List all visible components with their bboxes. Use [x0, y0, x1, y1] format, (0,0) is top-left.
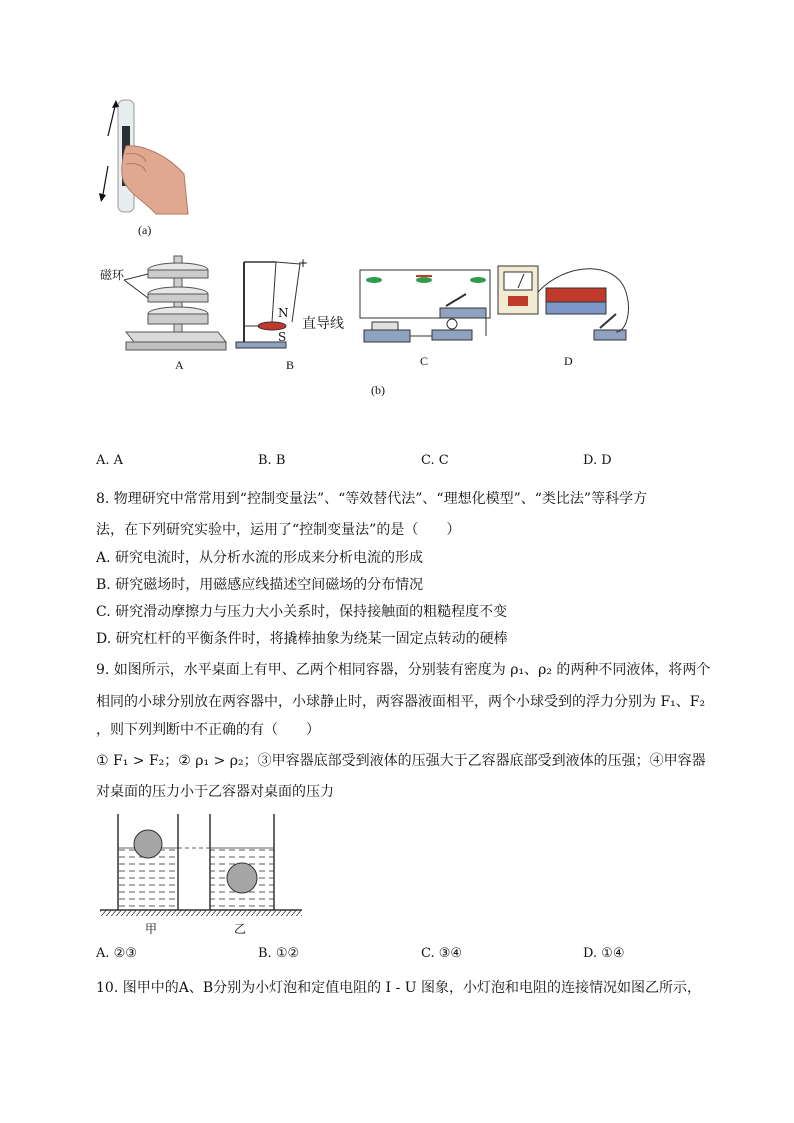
q9-containers-illustration	[98, 812, 304, 922]
q8-option-c[interactable]: C. 研究滑动摩擦力与压力大小关系时，保持接触面的粗糙程度不变	[96, 604, 508, 620]
q9-stem-line1: 9. 如图所示，水平桌面上有甲、乙两个相同容器，分别装有密度为 ρ₁、ρ₂ 的两种不同液体，将两个	[96, 662, 711, 678]
q9-stem-line5: 对桌面的压力小于乙容器对桌面的压力	[96, 784, 334, 800]
apparatus-d	[498, 266, 628, 340]
pole-s-label: S	[278, 330, 287, 344]
apparatus-c	[360, 270, 490, 342]
figure-a	[96, 96, 196, 220]
sub-label-c: C	[420, 354, 429, 368]
q7-option-b[interactable]: B. B	[258, 453, 286, 468]
q9-option-c[interactable]: C. ③④	[421, 946, 463, 961]
apparatus-b	[236, 262, 300, 348]
q7-option-c[interactable]: C. C	[421, 453, 449, 468]
q9-stem-line2: 相同的小球分别放在两容器中，小球静止时，两容器液面相平，两个小球受到的浮力分别为 F₁、F₂	[96, 694, 706, 710]
sub-label-b: B	[286, 358, 295, 372]
q8-option-d[interactable]: D. 研究杠杆的平衡条件时，将撬棒抽象为绕某一固定点转动的硬棒	[96, 631, 508, 647]
q10-stem-line1: 10. 图甲中的A、B分别为小灯泡和定值电阻的 I - U 图象，小灯泡和电阻的连接情况如图乙所示，	[96, 980, 701, 996]
q9-stem-line3: ，则下列判断中不正确的有（ ）	[96, 722, 320, 738]
ring-label: 磁环	[100, 268, 125, 282]
container-yi-label: 乙	[234, 922, 247, 936]
figure-a-illustration	[96, 96, 196, 220]
plus-sign: +	[298, 256, 309, 270]
figure-b-caption: (b)	[371, 383, 385, 397]
q7-option-a[interactable]: A. A	[96, 453, 124, 468]
pole-n-label: N	[278, 306, 289, 320]
q9-stem-line4: ① F₁ > F₂；② ρ₁ > ρ₂；③甲容器底部受到液体的压强大于乙容器底部受到液体的压强；④甲容器	[96, 753, 706, 769]
q9-option-a[interactable]: A. ②③	[96, 946, 137, 961]
sub-label-a: A	[175, 358, 184, 372]
q8-option-b[interactable]: B. 研究磁场时，用磁感应线描述空间磁场的分布情况	[96, 577, 424, 593]
q9-option-d[interactable]: D. ①④	[583, 946, 625, 961]
wire-label: 直导线	[302, 316, 344, 332]
q8-option-a[interactable]: A. 研究电流时，从分析水流的形成来分析电流的形成	[96, 550, 424, 566]
q9-container-diagram	[98, 812, 304, 922]
apparatus-a	[124, 256, 226, 350]
container-jia-label: 甲	[145, 922, 158, 936]
q9-option-b[interactable]: B. ①②	[258, 946, 300, 961]
sub-label-d: D	[564, 354, 573, 368]
figure-a-caption: (a)	[138, 223, 152, 237]
q8-stem-line1: 8. 物理研究中常常用到“控制变量法”、“等效替代法”、“理想化模型”、“类比法”等科学方	[96, 491, 648, 507]
q7-option-d[interactable]: D. D	[583, 453, 612, 468]
q8-stem-line2: 法，在下列研究实验中，运用了“控制变量法”的是（ ）	[96, 522, 461, 538]
